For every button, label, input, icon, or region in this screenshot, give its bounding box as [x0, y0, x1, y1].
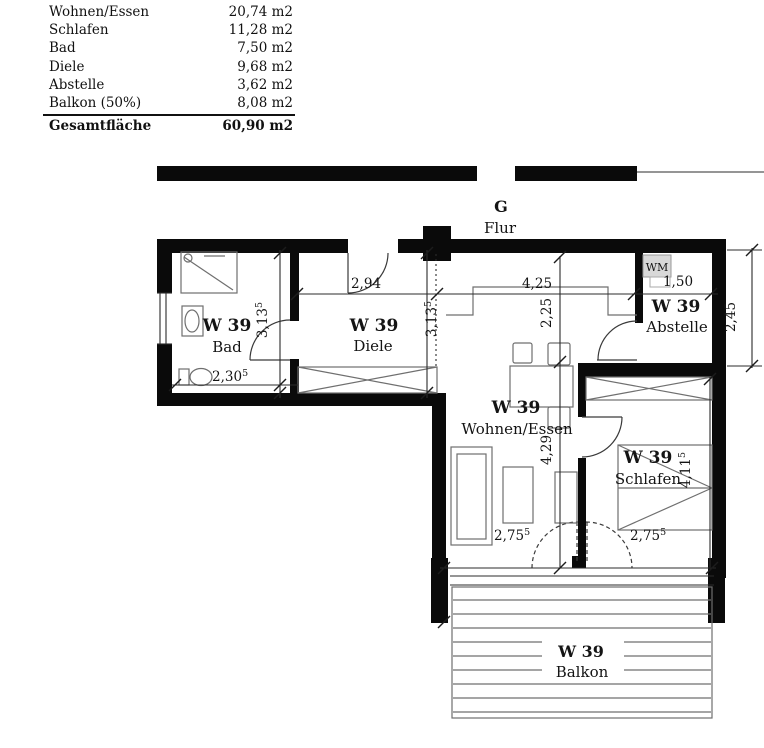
coffee-table — [503, 467, 533, 523]
washbasin-bowl — [185, 310, 199, 332]
dimension-lines — [172, 248, 762, 568]
total-label: Gesamtfläche — [49, 118, 152, 135]
corridor-name: Flur — [483, 219, 517, 237]
dim-label: 3,13$^5$ — [423, 300, 440, 338]
room-unit: W 39 — [651, 297, 701, 317]
dim-label: 2,30$^5$ — [212, 368, 249, 385]
dim-label: 4,25 — [521, 276, 553, 292]
row-label: Wohnen/Essen — [49, 4, 150, 20]
room-unit: W 39 — [558, 642, 604, 661]
apartment-walls — [157, 226, 726, 623]
room-name: Wohnen/Essen — [461, 420, 573, 438]
room-name: Abstelle — [646, 318, 708, 336]
room-unit: W 39 — [349, 316, 399, 336]
abstelle-door-swing — [598, 321, 637, 360]
balcony-door-swing-schlafen — [586, 522, 632, 568]
corridor-wall-left — [157, 166, 477, 181]
row-label: Diele — [49, 58, 85, 75]
row-value: 3,62 m2 — [237, 76, 293, 93]
row-label: Abstelle — [49, 76, 105, 93]
wall-west-lower — [432, 393, 446, 558]
corridor-letter: G — [494, 197, 508, 216]
wall-schlafen-top — [578, 363, 726, 377]
bad-window — [157, 293, 172, 344]
row-value: 7,50 m2 — [237, 40, 293, 57]
sideboard — [555, 472, 577, 523]
wall-east — [712, 239, 726, 578]
bed-diagonal — [618, 488, 712, 530]
room-name: Bad — [212, 338, 242, 356]
shower-diagonal — [184, 257, 233, 290]
wc-bowl — [190, 369, 212, 386]
dim-label: 2,25 — [539, 297, 555, 329]
dining-chair — [513, 343, 532, 363]
row-label: Bad — [49, 40, 76, 57]
wc-cistern — [179, 369, 189, 385]
wall — [157, 393, 446, 406]
room-name: Balkon — [555, 663, 609, 681]
dim-label: 4,11$^5$ — [677, 451, 694, 489]
row-label: Schlafen — [49, 22, 109, 39]
room-labels — [202, 197, 708, 681]
washing-machine-label: WM — [645, 261, 669, 274]
row-value: 8,08 m2 — [237, 95, 293, 112]
dim-label: 4,29 — [539, 434, 555, 466]
schlafen-door-swing — [582, 417, 622, 457]
wall — [157, 239, 348, 253]
total-value: 60,90 m2 — [222, 118, 293, 135]
dim-label: 1,50 — [662, 274, 694, 290]
row-value: 9,68 m2 — [237, 58, 293, 75]
balcony-door-swing-wohnen — [532, 522, 578, 568]
row-label: Balkon (50%) — [49, 95, 142, 112]
corridor-wall-right — [515, 166, 637, 181]
room-unit: W 39 — [491, 398, 541, 418]
dim-label: 3,13$^5$ — [254, 301, 271, 339]
room-unit: W 39 — [623, 448, 673, 468]
dining-chair — [548, 343, 570, 365]
dim-label: 2,94 — [350, 276, 382, 292]
room-unit: W 39 — [202, 316, 252, 336]
wall — [157, 239, 172, 293]
row-value: 11,28 m2 — [228, 22, 293, 39]
wall-bad-diele-upper — [290, 253, 299, 321]
wall-abstelle-left — [635, 253, 643, 323]
dim-label: 2,75$^5$ — [630, 527, 667, 544]
dim-label: 2,45 — [723, 301, 739, 333]
sofa-seat — [457, 454, 486, 539]
wall-divider-lower — [578, 458, 586, 568]
wall-divider-upper — [578, 377, 586, 417]
corridor-walls — [157, 166, 764, 181]
diele-furniture — [298, 367, 437, 393]
wall-divider-stub — [572, 556, 586, 568]
dim-label: 2,75$^5$ — [494, 527, 531, 544]
room-name: Diele — [353, 337, 393, 355]
balcony-glazing — [450, 576, 714, 585]
room-name: Schlafen — [614, 470, 682, 488]
row-value: 20,74 m2 — [228, 4, 293, 20]
